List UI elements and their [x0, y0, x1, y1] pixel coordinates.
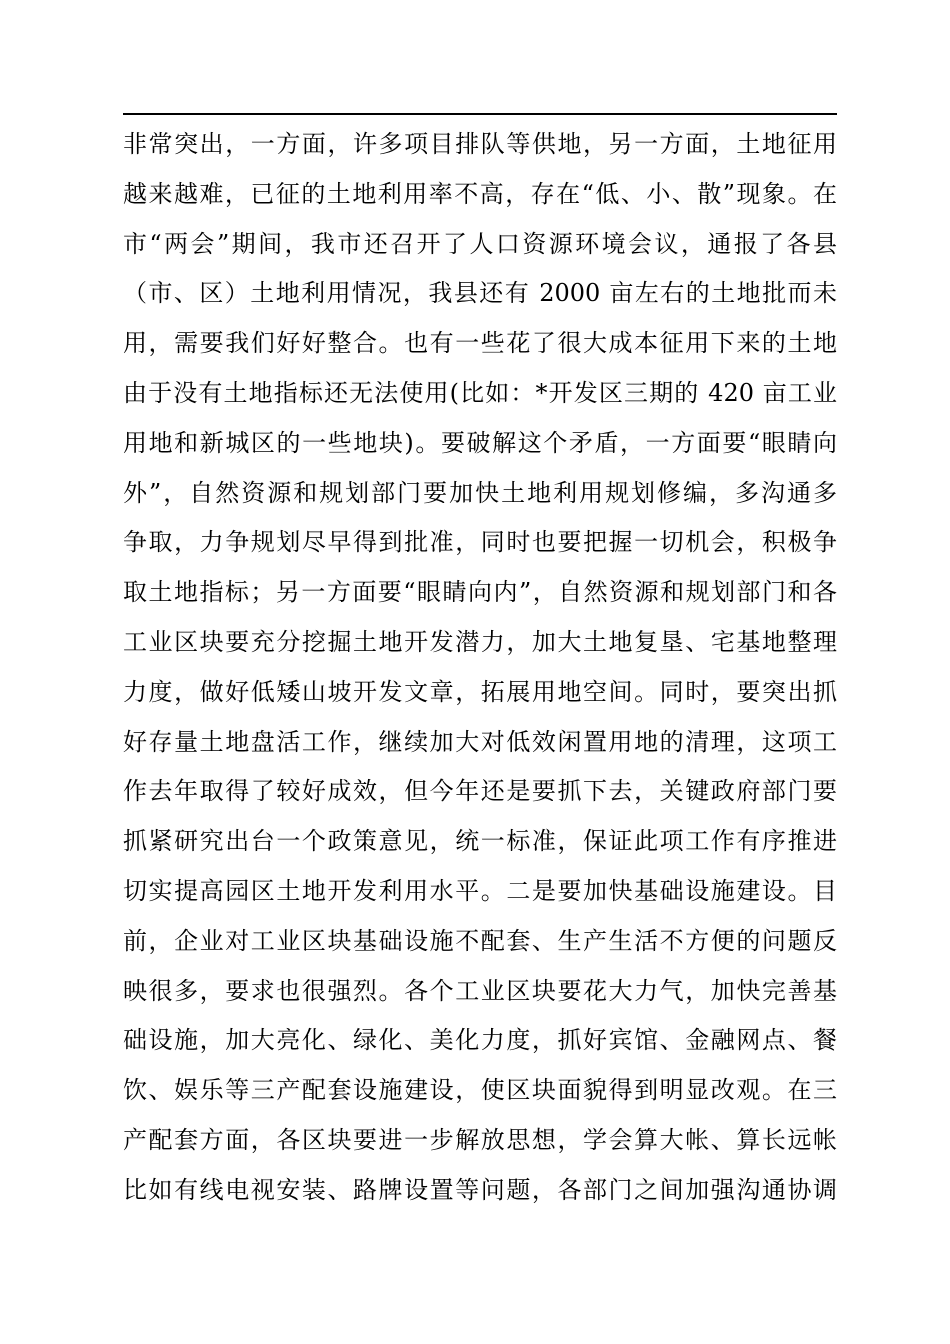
text-line: 非常突出，一方面，许多项目排队等供地，另一方面，土地征用: [123, 130, 837, 158]
text-line: （市、区）土地利用情况，我县还有 2000 亩左右的土地批而未: [123, 279, 837, 308]
text-line: 越来越难，已征的土地利用率不高，存在“低、小、散”现象。在: [123, 179, 837, 208]
text-line: 产配套方面，各区块要进一步解放思想，学会算大帐、算长远帐: [123, 1125, 837, 1154]
text-line: 外”，自然资源和规划部门要加快土地利用规划修编，多沟通多: [123, 478, 837, 507]
text-line: 作去年取得了较好成效，但今年还是要抓下去，关键政府部门要: [123, 777, 837, 806]
text-line: 切实提高园区土地开发利用水平。二是要加快基础设施建设。目: [123, 876, 837, 905]
text-line: 争取，力争规划尽早得到批准，同时也要把握一切机会，积极争: [123, 528, 837, 557]
text-line: 取土地指标；另一方面要“眼睛向内”，自然资源和规划部门和各: [123, 578, 837, 607]
text-line: 力度，做好低矮山坡开发文章，拓展用地空间。同时，要突出抓: [123, 677, 837, 706]
text-line: 前，企业对工业区块基础设施不配套、生产生活不方便的问题反: [123, 926, 837, 955]
text-line: 好存量土地盘活工作，继续加大对低效闲置用地的清理，这项工: [123, 727, 837, 756]
document-body: [123, 120, 837, 1216]
header-rule: [123, 113, 837, 115]
text-line: 抓紧研究出台一个政策意见，统一标准，保证此项工作有序推进: [123, 827, 837, 856]
text-line: 工业区块要充分挖掘土地开发潜力，加大土地复垦、宅基地整理: [123, 627, 837, 656]
text-line: 用地和新城区的一些地块)。要破解这个矛盾，一方面要“眼睛向: [123, 428, 837, 457]
text-line: 市“两会”期间，我市还召开了人口资源环境会议，通报了各县: [123, 229, 837, 258]
text-line: 用，需要我们好好整合。也有一些花了很大成本征用下来的土地: [123, 329, 837, 358]
text-line: 比如有线电视安装、路牌设置等问题，各部门之间加强沟通协调: [123, 1175, 837, 1204]
text-line: 饮、娱乐等三产配套设施建设，使区块面貌得到明显改观。在三: [123, 1076, 837, 1105]
text-line: 由于没有土地指标还无法使用(比如：*开发区三期的 420 亩工业: [123, 378, 837, 407]
text-line: 础设施，加大亮化、绿化、美化力度，抓好宾馆、金融网点、餐: [123, 1026, 837, 1055]
text-line: 映很多，要求也很强烈。各个工业区块要花大力气，加快完善基: [123, 976, 837, 1005]
